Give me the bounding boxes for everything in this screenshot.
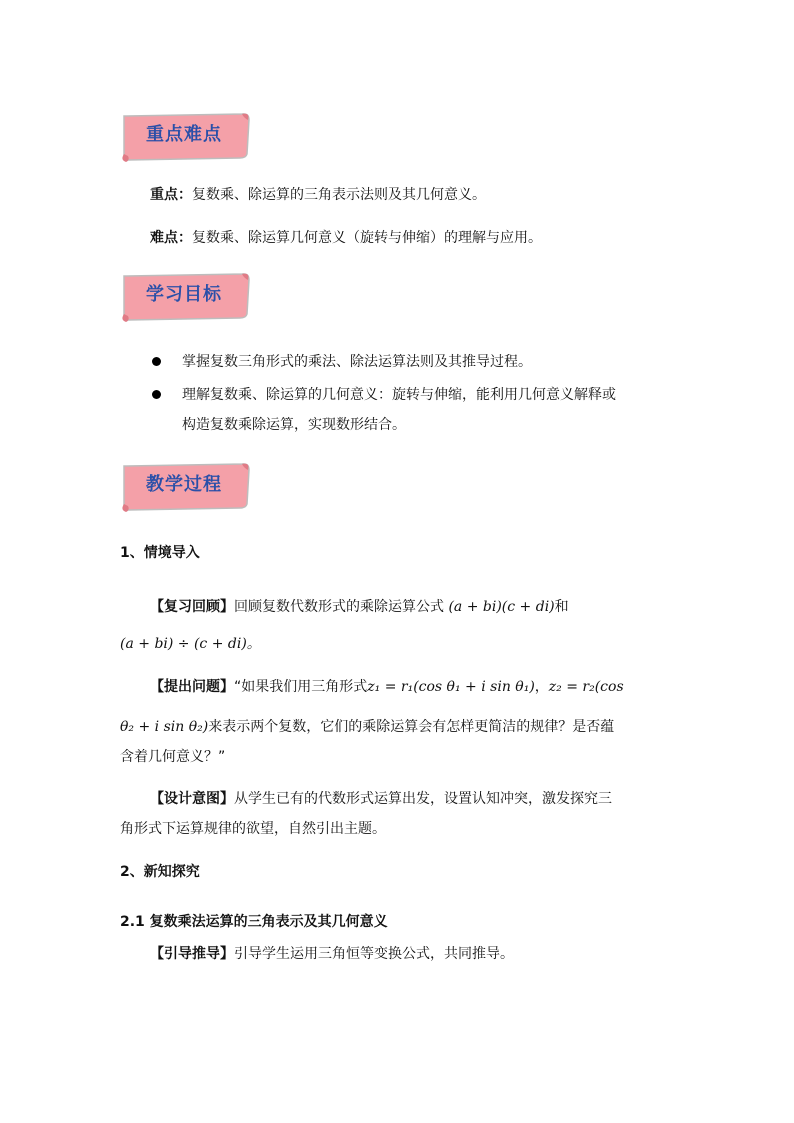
design-label: 【设计意图】	[150, 791, 234, 807]
difficulty-line	[150, 228, 542, 248]
question-line-2	[120, 717, 614, 737]
difficulty-label: 难点：	[150, 230, 192, 246]
bullet-icon	[152, 357, 161, 366]
guide-text: 引导学生运用三角恒等变换公式，共同推导。	[234, 946, 514, 962]
question-comma: ，	[534, 679, 549, 695]
difficulty-text: 复数乘、除运算几何意义（旋转与伸缩）的理解与应用。	[192, 230, 542, 246]
question-formula-2b: θ₂ + i sin θ₂)	[120, 719, 209, 735]
review-formula-2: (a + bi) ÷ (c + di)。	[120, 636, 261, 652]
design-text-1: 从学生已有的代数形式运算出发，设置认知冲突，激发探究三	[234, 791, 612, 807]
focus-label: 重点：	[150, 187, 192, 203]
guide-line	[150, 944, 514, 964]
question-formula-2a: z₂ = r₂(cos	[548, 679, 624, 695]
question-line-1	[150, 677, 624, 697]
design-line-2: 角形式下运算规律的欲望，自然引出主题。	[120, 821, 386, 837]
objective-item-2-line-2: 构造复数乘除运算，实现数形结合。	[182, 417, 406, 433]
bullet-icon	[152, 390, 161, 399]
review-label: 【复习回顾】	[150, 599, 234, 615]
design-line-1	[150, 789, 612, 809]
review-line-1	[150, 597, 569, 617]
section-banner-process	[118, 460, 250, 514]
review-formula-1: (a + bi)(c + di)	[448, 599, 555, 615]
section-banner-objectives	[118, 270, 250, 324]
heading-2-1: 2.1 复数乘法运算的三角表示及其几何意义	[120, 914, 388, 930]
question-line-3: 含着几何意义？”	[120, 749, 226, 765]
heading-new-knowledge: 2、新知探究	[120, 864, 200, 880]
review-text: 回顾复数代数形式的乘除运算公式	[234, 599, 444, 615]
question-label: 【提出问题】	[150, 679, 234, 695]
focus-line	[150, 185, 486, 205]
focus-text: 复数乘、除运算的三角表示法则及其几何意义。	[192, 187, 486, 203]
banner-title: 学习目标	[146, 284, 222, 305]
question-formula-1: z₁ = r₁(cos θ₁ + i sin θ₁)	[367, 679, 535, 695]
review-line-2	[120, 634, 261, 654]
section-banner-key-points	[118, 110, 250, 164]
guide-label: 【引导推导】	[150, 946, 234, 962]
review-and: 和	[554, 599, 569, 615]
question-text-1: “如果我们用三角形式	[234, 679, 368, 695]
banner-title: 重点难点	[146, 124, 222, 145]
objective-item-1: 掌握复数三角形式的乘法、除法运算法则及其推导过程。	[182, 354, 532, 370]
banner-title: 教学过程	[146, 474, 222, 495]
question-text-2: 来表示两个复数，它们的乘除运算会有怎样更简洁的规律？是否蕴	[208, 719, 615, 735]
heading-situation-intro: 1、情境导入	[120, 545, 200, 561]
objective-item-2-line-1: 理解复数乘、除运算的几何意义：旋转与伸缩，能利用几何意义解释或	[182, 387, 616, 403]
